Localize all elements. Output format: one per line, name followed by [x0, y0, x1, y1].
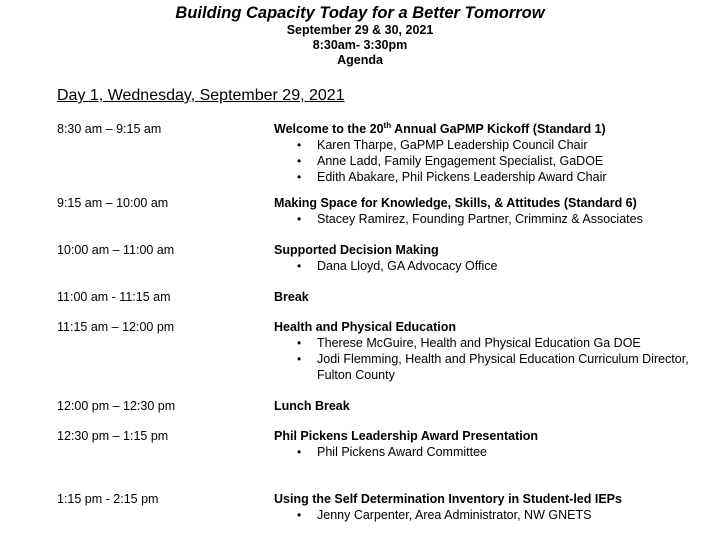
speaker-item: • Jodi Flemming, Health and Physical Education Curriculum Director, Fulton County — [274, 351, 704, 383]
session-row — [0, 242, 720, 289]
speaker-item: • Phil Pickens Award Committee — [274, 444, 704, 460]
speaker-list — [274, 258, 704, 274]
session-title: Making Space for Knowledge, Skills, & Attitudes (Standard 6) — [274, 196, 637, 210]
session-time: 11:00 am - 11:15 am — [57, 290, 171, 304]
day-heading: Day 1, Wednesday, September 29, 2021 — [57, 87, 345, 104]
schedule — [0, 121, 720, 525]
session-title: Supported Decision Making — [274, 243, 439, 257]
session-content — [274, 428, 704, 460]
speaker-item: • Edith Abakare, Phil Pickens Leadership Award Chair — [274, 169, 704, 185]
session-title: Welcome to the 20th Annual GaPMP Kickoff (Standard 1) — [274, 120, 606, 136]
session-title: Phil Pickens Leadership Award Presentation — [274, 429, 538, 443]
event-dates: September 29 & 30, 2021 — [286, 23, 434, 37]
session-title: Health and Physical Education — [274, 320, 456, 334]
ordinal-suffix: th — [383, 120, 392, 130]
agenda-header — [0, 0, 720, 68]
session-row — [0, 195, 720, 242]
session-time: 9:15 am – 10:00 am — [57, 196, 169, 210]
speaker-item: • Therese McGuire, Health and Physical Education Ga DOE — [274, 335, 704, 351]
session-row — [0, 289, 720, 319]
session-title: Lunch Break — [274, 399, 350, 413]
session-time: 8:30 am – 9:15 am — [57, 122, 162, 136]
session-time: 12:30 pm – 1:15 pm — [57, 429, 169, 443]
speaker-item: • Anne Ladd, Family Engagement Specialist, GaDOE — [274, 153, 704, 169]
session-content — [274, 398, 704, 414]
session-time: 11:15 am – 12:00 pm — [57, 320, 175, 334]
session-time: 1:15 pm - 2:15 pm — [57, 492, 159, 506]
session-row — [0, 428, 720, 491]
session-row — [0, 491, 720, 525]
event-hours: 8:30am- 3:30pm — [312, 38, 408, 52]
session-row — [0, 398, 720, 428]
agenda-label: Agenda — [337, 53, 383, 67]
session-row — [0, 121, 720, 195]
speaker-list — [274, 137, 704, 185]
speaker-list — [274, 507, 704, 523]
session-content — [274, 242, 704, 274]
speaker-list — [274, 444, 704, 460]
speaker-item: • Karen Tharpe, GaPMP Leadership Council Chair — [274, 137, 704, 153]
speaker-list — [274, 211, 704, 227]
document-title: Building Capacity Today for a Better Tomorrow — [175, 4, 545, 22]
session-title: Break — [274, 290, 309, 304]
session-content — [274, 319, 704, 383]
session-title: Using the Self Determination Inventory in Student-led IEPs — [274, 492, 622, 506]
speaker-list — [274, 335, 704, 383]
session-content — [274, 491, 704, 523]
session-content — [274, 289, 704, 305]
speaker-item: • Stacey Ramirez, Founding Partner, Crimminz & Associates — [274, 211, 704, 227]
session-time: 10:00 am – 11:00 am — [57, 243, 175, 257]
session-time: 12:00 pm – 12:30 pm — [57, 399, 176, 413]
speaker-item: • Jenny Carpenter, Area Administrator, NW GNETS — [274, 507, 704, 523]
session-row — [0, 319, 720, 398]
session-content — [274, 121, 704, 185]
session-content — [274, 195, 704, 227]
speaker-item: • Dana Lloyd, GA Advocacy Office — [274, 258, 704, 274]
